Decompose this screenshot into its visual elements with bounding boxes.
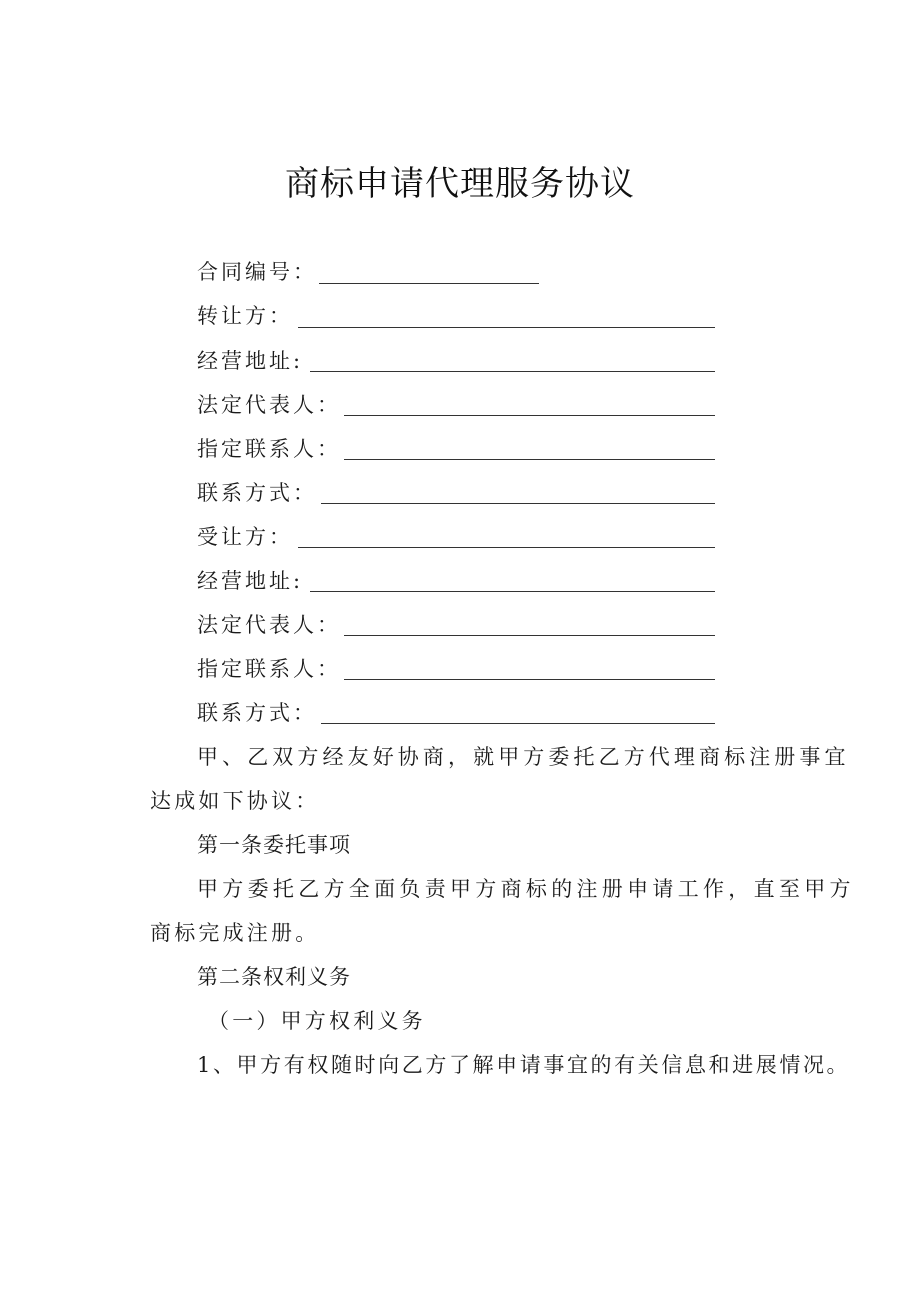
transferor-contact-label: 指定联系人： bbox=[197, 437, 341, 461]
article-1-line-2: 商标完成注册。 bbox=[150, 921, 320, 945]
transferor-phone-blank[interactable] bbox=[321, 503, 715, 504]
transferee-contact-blank[interactable] bbox=[344, 679, 715, 680]
transferee-address-label: 经营地址: bbox=[197, 569, 304, 593]
intro-line-2: 达成如下协议： bbox=[150, 789, 320, 813]
transferee-blank[interactable] bbox=[298, 547, 715, 548]
contract-number-blank[interactable] bbox=[319, 283, 539, 284]
transferor-address-blank[interactable] bbox=[310, 371, 715, 372]
intro-line-1: 甲、乙双方经友好协商，就甲方委托乙方代理商标注册事宜 bbox=[197, 745, 850, 769]
transferor-blank[interactable] bbox=[298, 327, 715, 328]
transferor-contact-blank[interactable] bbox=[344, 459, 715, 460]
article-1-line-1: 甲方委托乙方全面负责甲方商标的注册申请工作，直至甲方 bbox=[197, 877, 855, 901]
transferee-phone-label: 联系方式： bbox=[197, 701, 317, 725]
article-2-heading: 第二条权利义务 bbox=[197, 965, 351, 989]
transferor-legal-rep-label: 法定代表人： bbox=[197, 393, 341, 417]
contract-number-label: 合同编号： bbox=[197, 260, 317, 284]
transferee-legal-rep-label: 法定代表人： bbox=[197, 613, 341, 637]
transferee-phone-blank[interactable] bbox=[321, 723, 715, 724]
transferor-label: 转让方： bbox=[197, 304, 293, 328]
transferor-legal-rep-blank[interactable] bbox=[344, 415, 715, 416]
transferee-label: 受让方： bbox=[197, 525, 293, 549]
section-1-heading: （一）甲方权利义务 bbox=[208, 1009, 426, 1033]
item-1: 1、甲方有权随时向乙方了解申请事宜的有关信息和进展情况。 bbox=[197, 1053, 851, 1077]
document-title: 商标申请代理服务协议 bbox=[285, 164, 635, 204]
transferor-phone-label: 联系方式： bbox=[197, 481, 317, 505]
article-1-heading: 第一条委托事项 bbox=[197, 833, 351, 857]
transferor-address-label: 经营地址: bbox=[197, 349, 304, 373]
transferee-legal-rep-blank[interactable] bbox=[344, 635, 715, 636]
transferee-address-blank[interactable] bbox=[310, 591, 715, 592]
transferee-contact-label: 指定联系人： bbox=[197, 657, 341, 681]
